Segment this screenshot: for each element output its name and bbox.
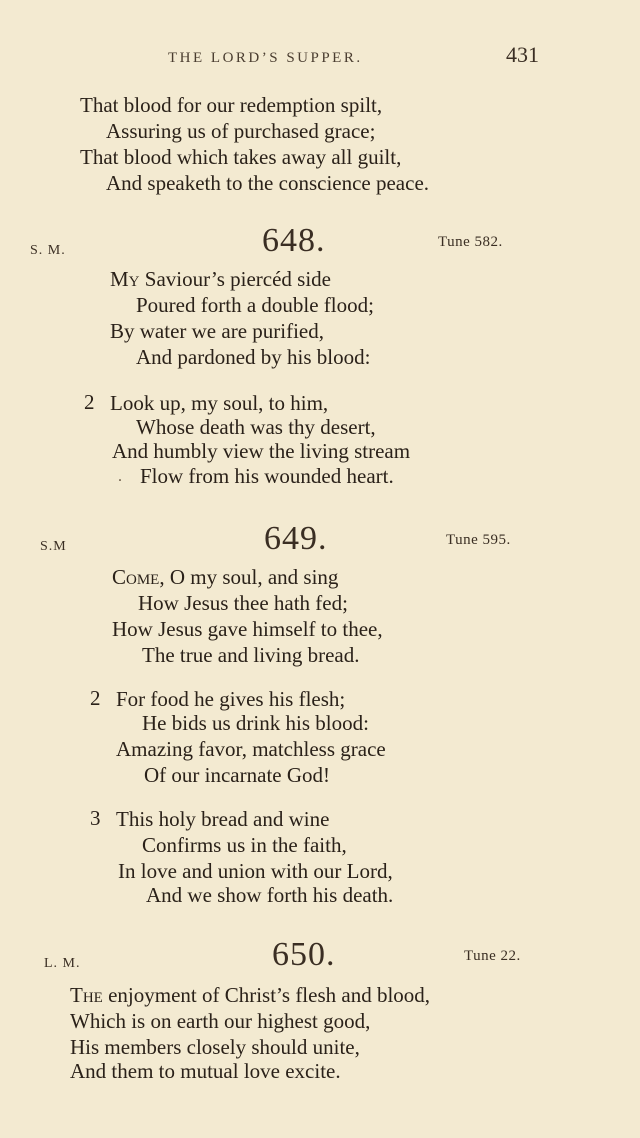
hymn-649-number: 649. (264, 520, 328, 557)
hymn-649-tune: Tune 595. (446, 532, 511, 548)
hymn-648-line: And pardoned by his blood: (136, 345, 371, 369)
hymn-649-line: Amazing favor, matchless grace (116, 737, 386, 761)
hymn-650-meter: L. M. (44, 956, 81, 971)
hymn-648-line: Look up, my soul, to him, (110, 391, 329, 415)
hymn-649-line: How Jesus gave himself to thee, (112, 617, 383, 641)
first-word: My (110, 267, 140, 291)
carry-over-line: And speaketh to the conscience peace. (106, 171, 430, 195)
running-head: THE LORD’S SUPPER. (168, 50, 363, 66)
hymn-649-line: He bids us drink his blood: (142, 711, 369, 735)
hymn-650-line: His members closely should unite, (70, 1035, 360, 1059)
hymn-648-line: And humbly view the living stream (112, 439, 411, 463)
hymn-648-line: Whose death was thy desert, (136, 415, 376, 439)
hymn-648-tune: Tune 582. (438, 234, 503, 250)
first-word: The (70, 983, 103, 1007)
hymn-649-line: This holy bread and wine (116, 807, 330, 831)
stanza-number: 3 (90, 806, 101, 830)
hymn-650-tune: Tune 22. (464, 948, 521, 964)
first-word: Come, (112, 565, 165, 589)
hymn-648-line: Poured forth a double flood; (136, 293, 374, 317)
hymn-649-meter: S.M (40, 539, 67, 554)
carry-over-line: Assuring us of purchased grace; (106, 119, 376, 143)
hymn-648-line: By water we are purified, (110, 319, 324, 343)
hymn-649-line: How Jesus thee hath fed; (138, 591, 348, 615)
carry-over-line: That blood for our redemption spilt, (80, 93, 383, 117)
hymn-650-line: Which is on earth our highest good, (70, 1009, 371, 1033)
hymn-649-line: In love and union with our Lord, (118, 859, 393, 883)
print-mark: . (118, 468, 122, 485)
stanza-number: 2 (84, 390, 95, 414)
hymn-649-line: Confirms us in the faith, (142, 833, 347, 857)
page-number: 431 (506, 42, 539, 67)
hymn-649-line: For food he gives his flesh; (116, 687, 346, 711)
hymn-649-line: The true and living bread. (142, 643, 360, 667)
hymn-648-line: Flow from his wounded heart. (140, 464, 394, 488)
hymn-648-line (110, 266, 331, 292)
line-rest: Saviour’s piercéd side (139, 267, 331, 291)
stanza-number: 2 (90, 686, 101, 710)
carry-over-line: That blood which takes away all guilt, (80, 145, 402, 169)
hymn-649-line (112, 564, 338, 590)
hymn-649-line: And we show forth his death. (146, 883, 394, 907)
hymn-650-line: And them to mutual love excite. (70, 1059, 341, 1083)
hymn-650-number: 650. (272, 936, 336, 973)
hymn-648-number: 648. (262, 222, 326, 259)
hymn-649-line: Of our incarnate God! (144, 763, 331, 787)
line-rest: enjoyment of Christ’s flesh and blood, (102, 983, 431, 1007)
hymn-648-meter: S. M. (30, 243, 66, 258)
hymn-650-line (70, 982, 430, 1008)
line-rest: O my soul, and sing (164, 565, 339, 589)
